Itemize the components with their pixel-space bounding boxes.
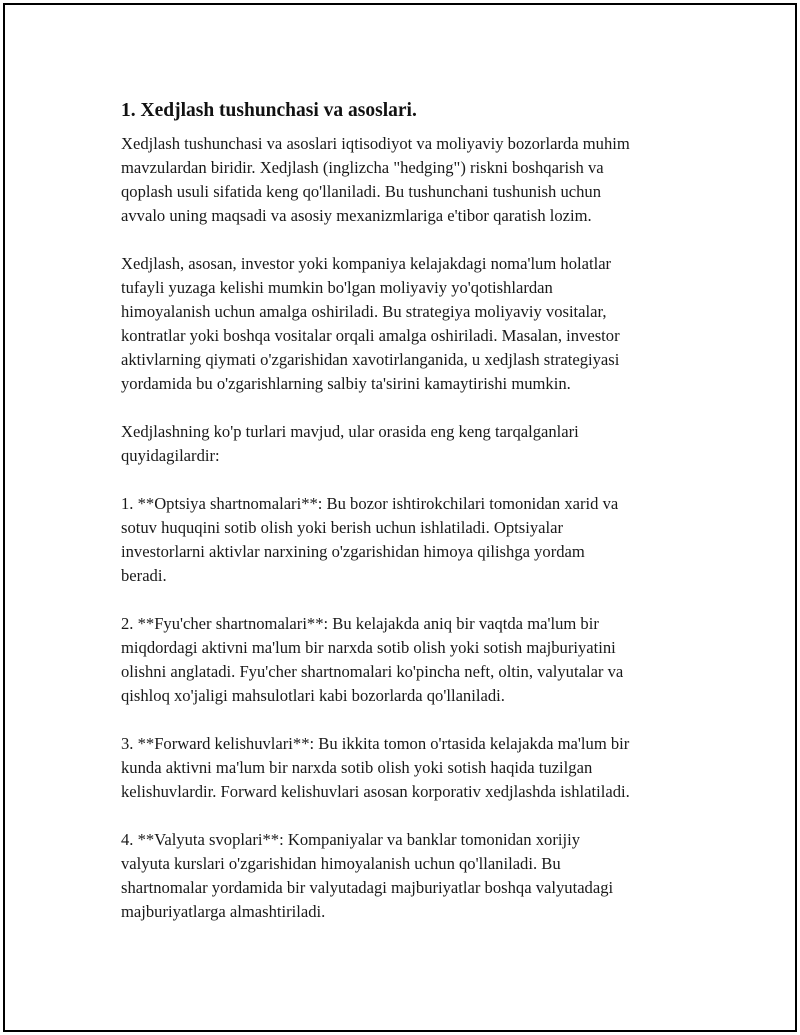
text-line: investorlarni aktivlar narxining o'zgarishidan himoya qilishga yordam [121, 542, 585, 561]
text-line: quyidagilardir: [121, 446, 220, 465]
text-line: 2. **Fyu'cher shartnomalari**: Bu kelajakda aniq bir vaqtda ma'lum bir [121, 614, 599, 633]
text-line: majburiyatlarga almashtiriladi. [121, 902, 326, 921]
text-line: Xedjlashning ko'p turlari mavjud, ular orasida eng keng tarqalganlari [121, 422, 579, 441]
text-line: yordamida bu o'zgarishlarning salbiy ta'sirini kamaytirishi mumkin. [121, 374, 571, 393]
paragraph [121, 492, 701, 588]
text-line: 1. **Optsiya shartnomalari**: Bu bozor ishtirokchilari tomonidan xarid va [121, 494, 619, 513]
paragraph [121, 732, 701, 804]
paragraph [121, 420, 701, 468]
text-line: kelishuvlardir. Forward kelishuvlari asosan korporativ xedjlashda ishlatiladi. [121, 782, 630, 801]
paragraph [121, 828, 701, 924]
text-line: qishloq xo'jaligi mahsulotlari kabi bozorlarda qo'llaniladi. [121, 686, 505, 705]
paragraph-list [121, 132, 701, 924]
text-line: 3. **Forward kelishuvlari**: Bu ikkita tomon o'rtasida kelajakda ma'lum bir [121, 734, 630, 753]
text-line: sotuv huquqini sotib olish yoki berish uchun ishlatiladi. Optsiyalar [121, 518, 564, 537]
text-line: himoyalanish uchun amalga oshiriladi. Bu strategiya moliyaviy vositalar, [121, 302, 607, 321]
paragraph [121, 612, 701, 708]
text-line: kunda aktivni ma'lum bir narxda sotib olish yoki sotish haqida tuzilgan [121, 758, 593, 777]
text-line: miqdordagi aktivni ma'lum bir narxda sotib olish yoki sotish majburiyatini [121, 638, 616, 657]
paragraph [121, 252, 701, 396]
text-line: qoplash usuli sifatida keng qo'llaniladi. Bu tushunchani tushunish uchun [121, 182, 602, 201]
text-line: valyuta kurslari o'zgarishidan himoyalanish uchun qo'llaniladi. Bu [121, 854, 561, 873]
text-line: beradi. [121, 566, 167, 585]
text-line: Xedjlash tushunchasi va asoslari iqtisodiyot va moliyaviy bozorlarda muhim [121, 134, 630, 153]
text-line: Xedjlash, asosan, investor yoki kompaniya kelajakdagi noma'lum holatlar [121, 254, 612, 273]
text-line: avvalo uning maqsadi va asosiy mexanizmlariga e'tibor qaratish lozim. [121, 206, 592, 225]
paragraph [121, 132, 701, 228]
text-line: tufayli yuzaga kelishi mumkin bo'lgan moliyaviy yo'qotishlardan [121, 278, 553, 297]
page-frame [3, 3, 797, 1032]
text-line: aktivlarning qiymati o'zgarishidan xavotirlanganida, u xedjlash strategiyasi [121, 350, 620, 369]
text-line: mavzulardan biridir. Xedjlash (inglizcha "hedging") riskni boshqarish va [121, 158, 604, 177]
section-heading: 1. Xedjlash tushunchasi va asoslari. [121, 100, 417, 121]
text-line: olishni anglatadi. Fyu'cher shartnomalari ko'pincha neft, oltin, valyutalar va [121, 662, 624, 681]
text-line: 4. **Valyuta svoplari**: Kompaniyalar va banklar tomonidan xorijiy [121, 830, 580, 849]
text-line: kontratlar yoki boshqa vositalar orqali amalga oshiriladi. Masalan, investor [121, 326, 620, 345]
document-body [121, 99, 701, 948]
text-line: shartnomalar yordamida bir valyutadagi majburiyatlar boshqa valyutadagi [121, 878, 614, 897]
